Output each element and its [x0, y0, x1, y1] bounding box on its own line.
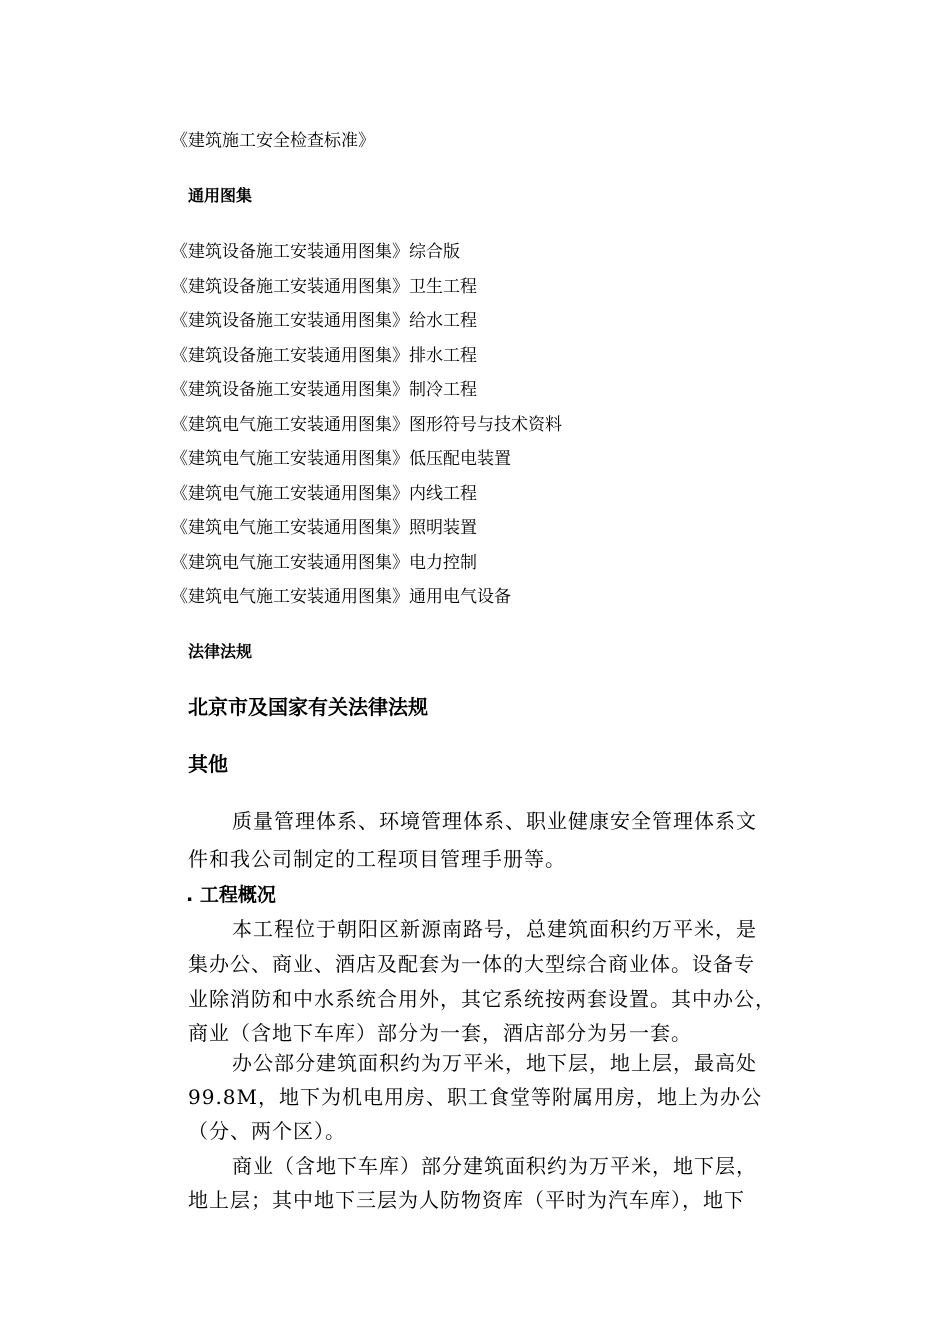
- list-item: 《建筑设备施工安装通用图集》制冷工程: [171, 380, 477, 400]
- list-item: 《建筑设备施工安装通用图集》给水工程: [171, 311, 477, 331]
- overview-heading: . 工程概况: [186, 884, 276, 906]
- list-item: 《建筑电气施工安装通用图集》图形符号与技术资料: [171, 415, 562, 435]
- other-paragraph-line: 件和我公司制定的工程项目管理手册等。: [188, 847, 566, 871]
- overview-paragraph-line: 商业（含地下车库）部分为一套，酒店部分为另一套。: [188, 1021, 692, 1045]
- standard-title: 《建筑施工安全检查标准》: [171, 131, 375, 151]
- laws-subheading: 北京市及国家有关法律法规: [188, 695, 428, 719]
- other-heading: 其他: [188, 752, 228, 776]
- overview-paragraph-line: 集办公、商业、酒店及配套为一体的大型综合商业体。设备专: [188, 952, 755, 976]
- atlas-heading: 通用图集: [188, 186, 253, 205]
- overview-paragraph-line: （分、两个区）。: [188, 1119, 346, 1143]
- overview-paragraph-line: 本工程位于朝阳区新源南路号，总建筑面积约万平米，是: [232, 917, 757, 941]
- overview-paragraph-line: 地上层；其中地下三层为人防物资库（平时为汽车库），地下: [188, 1188, 745, 1212]
- list-item: 《建筑设备施工安装通用图集》综合版: [171, 242, 460, 262]
- overview-paragraph-line: 商业（含地下车库）部分建筑面积约为万平米，地下层，: [232, 1154, 757, 1178]
- overview-paragraph-line: 99.8M，地下为机电用房、职工食堂等附属用房，地上为办公: [188, 1085, 763, 1109]
- list-item: 《建筑电气施工安装通用图集》通用电气设备: [171, 587, 511, 607]
- laws-heading: 法律法规: [188, 642, 253, 661]
- other-paragraph-line: 质量管理体系、环境管理体系、职业健康安全管理体系文: [232, 809, 757, 833]
- list-item: 《建筑设备施工安装通用图集》排水工程: [171, 346, 477, 366]
- list-item: 《建筑设备施工安装通用图集》卫生工程: [171, 277, 477, 297]
- list-item: 《建筑电气施工安装通用图集》内线工程: [171, 484, 477, 504]
- overview-paragraph-line: 业除消防和中水系统合用外，其它系统按两套设置。其中办公，: [188, 987, 776, 1011]
- list-item: 《建筑电气施工安装通用图集》电力控制: [171, 553, 477, 573]
- overview-paragraph-line: 办公部分建筑面积约为万平米，地下层，地上层，最高处: [232, 1051, 757, 1075]
- list-item: 《建筑电气施工安装通用图集》低压配电装置: [171, 449, 511, 469]
- list-item: 《建筑电气施工安装通用图集》照明装置: [171, 518, 477, 538]
